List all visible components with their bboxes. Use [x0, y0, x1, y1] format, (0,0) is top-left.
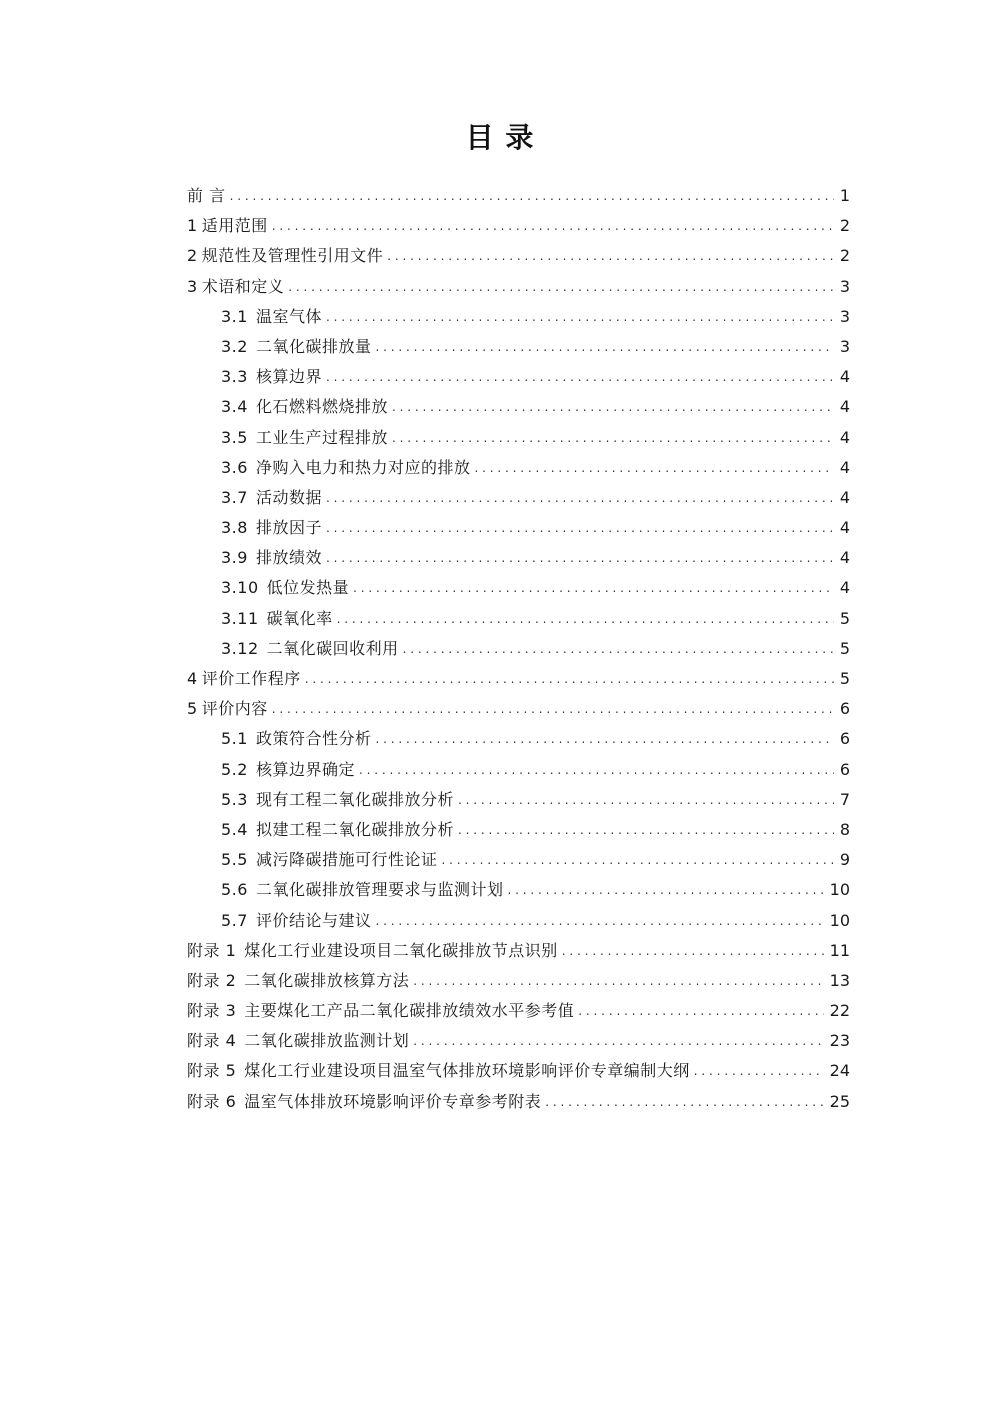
- toc-dot-leader: [326, 483, 834, 513]
- toc-entry[interactable]: [187, 604, 850, 634]
- toc-entry-label: 二氧化碳排放管理要求与监测计划: [255, 880, 504, 900]
- toc-entry[interactable]: [187, 936, 850, 966]
- toc-dot-leader: [230, 181, 834, 211]
- toc-entry-text: [187, 241, 383, 271]
- toc-entry-text: [221, 573, 349, 603]
- toc-entry-label: 碳氧化率: [266, 608, 333, 628]
- toc-entry-label: 温室气体排放环境影响评价专章参考附表: [244, 1091, 542, 1111]
- toc-dot-leader: [458, 815, 834, 845]
- toc-entry-label: 核算边界确定: [255, 759, 355, 779]
- toc-entry-number: 3: [187, 276, 198, 296]
- toc-entry-text: [187, 1056, 690, 1086]
- toc-list: [187, 181, 850, 1117]
- toc-entry-number: 3.4: [221, 397, 248, 417]
- toc-entry-label: 规范性及管理性引用文件: [201, 246, 384, 266]
- toc-entry-number: 附录 3: [187, 1001, 237, 1021]
- toc-entry-number: 3.5: [221, 427, 248, 447]
- toc-entry-label: 化石燃料燃烧排放: [255, 397, 388, 417]
- toc-page-number: 4: [839, 518, 850, 538]
- toc-page-number: 4: [839, 457, 850, 477]
- toc-entry-label: 净购入电力和热力对应的排放: [255, 457, 471, 477]
- toc-entry-number: 5.7: [221, 910, 248, 930]
- toc-page-number: 3: [839, 336, 850, 356]
- toc-entry[interactable]: [187, 694, 850, 724]
- toc-page-number: 2: [839, 246, 850, 266]
- toc-entry-number: 5.3: [221, 789, 248, 809]
- toc-page-number: 9: [839, 850, 850, 870]
- toc-page-number: 11: [829, 940, 850, 960]
- toc-entry-label: 排放绩效: [255, 548, 322, 568]
- toc-entry-text: [221, 815, 454, 845]
- toc-entry-text: [221, 392, 388, 422]
- toc-entry[interactable]: [187, 453, 850, 483]
- toc-entry-label: 现有工程二氧化碳排放分析: [255, 789, 454, 809]
- toc-entry-number: 3.6: [221, 457, 248, 477]
- toc-title: 目 录: [465, 121, 535, 154]
- toc-entry[interactable]: [187, 815, 850, 845]
- toc-dot-leader: [326, 302, 834, 332]
- toc-entry[interactable]: [187, 996, 850, 1026]
- toc-entry-text: [221, 755, 355, 785]
- toc-entry-text: [187, 996, 574, 1026]
- toc-dot-leader: [353, 573, 834, 603]
- toc-entry-label: 拟建工程二氧化碳排放分析: [255, 819, 454, 839]
- toc-entry-text: [187, 694, 268, 724]
- toc-entry-label: 二氧化碳回收利用: [266, 638, 399, 658]
- toc-entry-text: [187, 181, 226, 211]
- toc-entry-number: 3.7: [221, 487, 248, 507]
- toc-entry-number: 5.6: [221, 880, 248, 900]
- toc-entry-text: [221, 724, 371, 754]
- toc-entry-label: 评价结论与建议: [255, 910, 372, 930]
- toc-page-number: 25: [829, 1091, 850, 1111]
- toc-entry[interactable]: [187, 483, 850, 513]
- toc-entry-text: [187, 966, 409, 996]
- toc-dot-leader: [305, 664, 834, 694]
- toc-entry-text: [221, 875, 503, 905]
- toc-dot-leader: [578, 996, 823, 1026]
- toc-dot-leader: [326, 543, 834, 573]
- toc-entry-number: 5.5: [221, 850, 248, 870]
- toc-entry-label: 主要煤化工产品二氧化碳排放绩效水平参考值: [244, 1001, 575, 1021]
- toc-entry[interactable]: [187, 906, 850, 936]
- toc-entry[interactable]: [187, 332, 850, 362]
- toc-entry-label: 活动数据: [255, 487, 322, 507]
- toc-dot-leader: [694, 1056, 824, 1086]
- toc-dot-leader: [545, 1087, 823, 1117]
- toc-dot-leader: [413, 966, 823, 996]
- toc-page-number: 13: [829, 970, 850, 990]
- toc-dot-leader: [507, 875, 823, 905]
- toc-entry-text: [221, 423, 388, 453]
- toc-page-number: 10: [829, 880, 850, 900]
- toc-dot-leader: [326, 362, 834, 392]
- toc-dot-leader: [387, 241, 834, 271]
- toc-page-number: 4: [839, 367, 850, 387]
- toc-entry[interactable]: [187, 423, 850, 453]
- toc-entry[interactable]: [187, 966, 850, 996]
- toc-entry-text: [221, 845, 437, 875]
- toc-page-number: 1: [839, 186, 850, 205]
- toc-entry-text: [221, 513, 322, 543]
- toc-page-number: 6: [839, 729, 850, 749]
- toc-page-number: 6: [839, 759, 850, 779]
- toc-entry-label: 工业生产过程排放: [255, 427, 388, 447]
- toc-entry-text: [221, 483, 322, 513]
- toc-dot-leader: [403, 634, 834, 664]
- toc-entry-number: 附录 2: [187, 970, 237, 990]
- toc-entry-number: 4: [187, 669, 198, 688]
- toc-entry[interactable]: [187, 785, 850, 815]
- toc-entry-label: 前 言: [187, 186, 226, 205]
- toc-page-number: 23: [829, 1031, 850, 1051]
- toc-dot-leader: [375, 332, 833, 362]
- toc-page-number: 5: [839, 669, 850, 688]
- toc-entry-number: 5: [187, 699, 198, 719]
- toc-entry-label: 评价内容: [201, 699, 268, 719]
- toc-entry[interactable]: [187, 392, 850, 422]
- toc-entry-text: [187, 1026, 409, 1056]
- toc-entry-number: 附录 1: [187, 940, 237, 960]
- toc-page-number: 6: [839, 699, 850, 719]
- toc-entry[interactable]: [187, 1056, 850, 1086]
- toc-entry-text: [221, 302, 322, 332]
- toc-entry[interactable]: [187, 755, 850, 785]
- toc-entry-number: 5.4: [221, 819, 248, 839]
- toc-dot-leader: [288, 272, 834, 302]
- toc-page-number: 5: [839, 608, 850, 628]
- toc-entry-number: 3.2: [221, 336, 248, 356]
- toc-entry-text: [187, 664, 301, 694]
- toc-entry[interactable]: [187, 875, 850, 905]
- toc-dot-leader: [392, 423, 834, 453]
- toc-entry-text: [221, 543, 322, 573]
- toc-page-number: 3: [839, 276, 850, 296]
- toc-entry[interactable]: [187, 362, 850, 392]
- toc-entry[interactable]: [187, 634, 850, 664]
- toc-entry-text: [187, 272, 284, 302]
- toc-entry[interactable]: [187, 272, 850, 302]
- toc-entry-number: 附录 4: [187, 1031, 237, 1051]
- toc-entry-number: 附录 6: [187, 1091, 237, 1111]
- toc-page-number: 4: [839, 578, 850, 598]
- toc-page-number: 22: [829, 1001, 850, 1021]
- toc-entry-text: [187, 936, 558, 966]
- toc-page-number: 5: [839, 638, 850, 658]
- toc-dot-leader: [474, 453, 833, 483]
- toc-dot-leader: [326, 513, 834, 543]
- toc-entry[interactable]: [187, 1087, 850, 1117]
- toc-entry[interactable]: [187, 211, 850, 241]
- toc-entry-label: 煤化工行业建设项目二氧化碳排放节点识别: [244, 940, 558, 960]
- toc-dot-leader: [375, 724, 833, 754]
- toc-dot-leader: [272, 211, 834, 241]
- toc-entry-text: [221, 453, 470, 483]
- toc-entry-label: 排放因子: [255, 518, 322, 538]
- toc-page-number: 4: [839, 397, 850, 417]
- toc-dot-leader: [562, 936, 824, 966]
- toc-entry-number: 3.1: [221, 306, 248, 326]
- toc-entry-label: 低位发热量: [266, 578, 350, 598]
- toc-entry[interactable]: [187, 181, 850, 211]
- toc-entry-label: 术语和定义: [201, 276, 285, 296]
- toc-entry-text: [221, 332, 371, 362]
- toc-entry-label: 温室气体: [255, 306, 322, 326]
- toc-page-number: 3: [839, 306, 850, 326]
- toc-page-number: 10: [829, 910, 850, 930]
- toc-entry-text: [221, 785, 454, 815]
- toc-entry-label: 二氧化碳排放核算方法: [244, 970, 410, 990]
- toc-entry-label: 二氧化碳排放量: [255, 336, 372, 356]
- toc-entry-label: 适用范围: [201, 216, 268, 236]
- toc-entry-number: 3.10: [221, 578, 259, 598]
- toc-entry[interactable]: [187, 513, 850, 543]
- toc-entry-text: [221, 604, 333, 634]
- toc-entry-label: 政策符合性分析: [255, 729, 372, 749]
- toc-entry-number: 附录 5: [187, 1061, 237, 1081]
- toc-page-number: 4: [839, 487, 850, 507]
- toc-dot-leader: [337, 604, 834, 634]
- toc-entry-text: [221, 362, 322, 392]
- toc-dot-leader: [458, 785, 834, 815]
- toc-entry[interactable]: [187, 724, 850, 754]
- toc-entry-number: 3.9: [221, 548, 248, 568]
- toc-dot-leader: [272, 694, 834, 724]
- toc-entry[interactable]: [187, 302, 850, 332]
- toc-dot-leader: [359, 755, 834, 785]
- toc-entry-label: 减污降碳措施可行性论证: [255, 850, 438, 870]
- toc-entry-number: 1: [187, 216, 198, 236]
- toc-page-number: 7: [839, 789, 850, 809]
- toc-entry-label: 二氧化碳排放监测计划: [244, 1031, 410, 1051]
- toc-entry-text: [187, 211, 268, 241]
- toc-entry[interactable]: [187, 1026, 850, 1056]
- toc-entry[interactable]: [187, 543, 850, 573]
- toc-entry-label: 评价工作程序: [201, 669, 301, 688]
- toc-page-number: 2: [839, 216, 850, 236]
- toc-entry-number: 3.12: [221, 638, 259, 658]
- toc-entry-label: 核算边界: [255, 367, 322, 387]
- toc-entry[interactable]: [187, 664, 850, 694]
- toc-entry-number: 3.3: [221, 367, 248, 387]
- toc-entry-text: [221, 906, 371, 936]
- toc-page-number: 24: [829, 1061, 850, 1081]
- toc-entry-number: 5.2: [221, 759, 248, 779]
- toc-entry[interactable]: [187, 845, 850, 875]
- toc-entry[interactable]: [187, 241, 850, 271]
- toc-page-number: 8: [839, 819, 850, 839]
- toc-entry-number: 3.11: [221, 608, 259, 628]
- toc-page-number: 4: [839, 548, 850, 568]
- toc-entry-number: 5.1: [221, 729, 248, 749]
- toc-entry-text: [221, 634, 399, 664]
- toc-page-number: 4: [839, 427, 850, 447]
- toc-dot-leader: [413, 1026, 823, 1056]
- toc-entry-number: 3.8: [221, 518, 248, 538]
- toc-entry-number: 2: [187, 246, 198, 266]
- toc-dot-leader: [375, 906, 823, 936]
- toc-entry-label: 煤化工行业建设项目温室气体排放环境影响评价专章编制大纲: [244, 1061, 690, 1081]
- toc-entry-text: [187, 1087, 541, 1117]
- toc-dot-leader: [392, 392, 834, 422]
- toc-entry[interactable]: [187, 573, 850, 603]
- toc-dot-leader: [441, 845, 833, 875]
